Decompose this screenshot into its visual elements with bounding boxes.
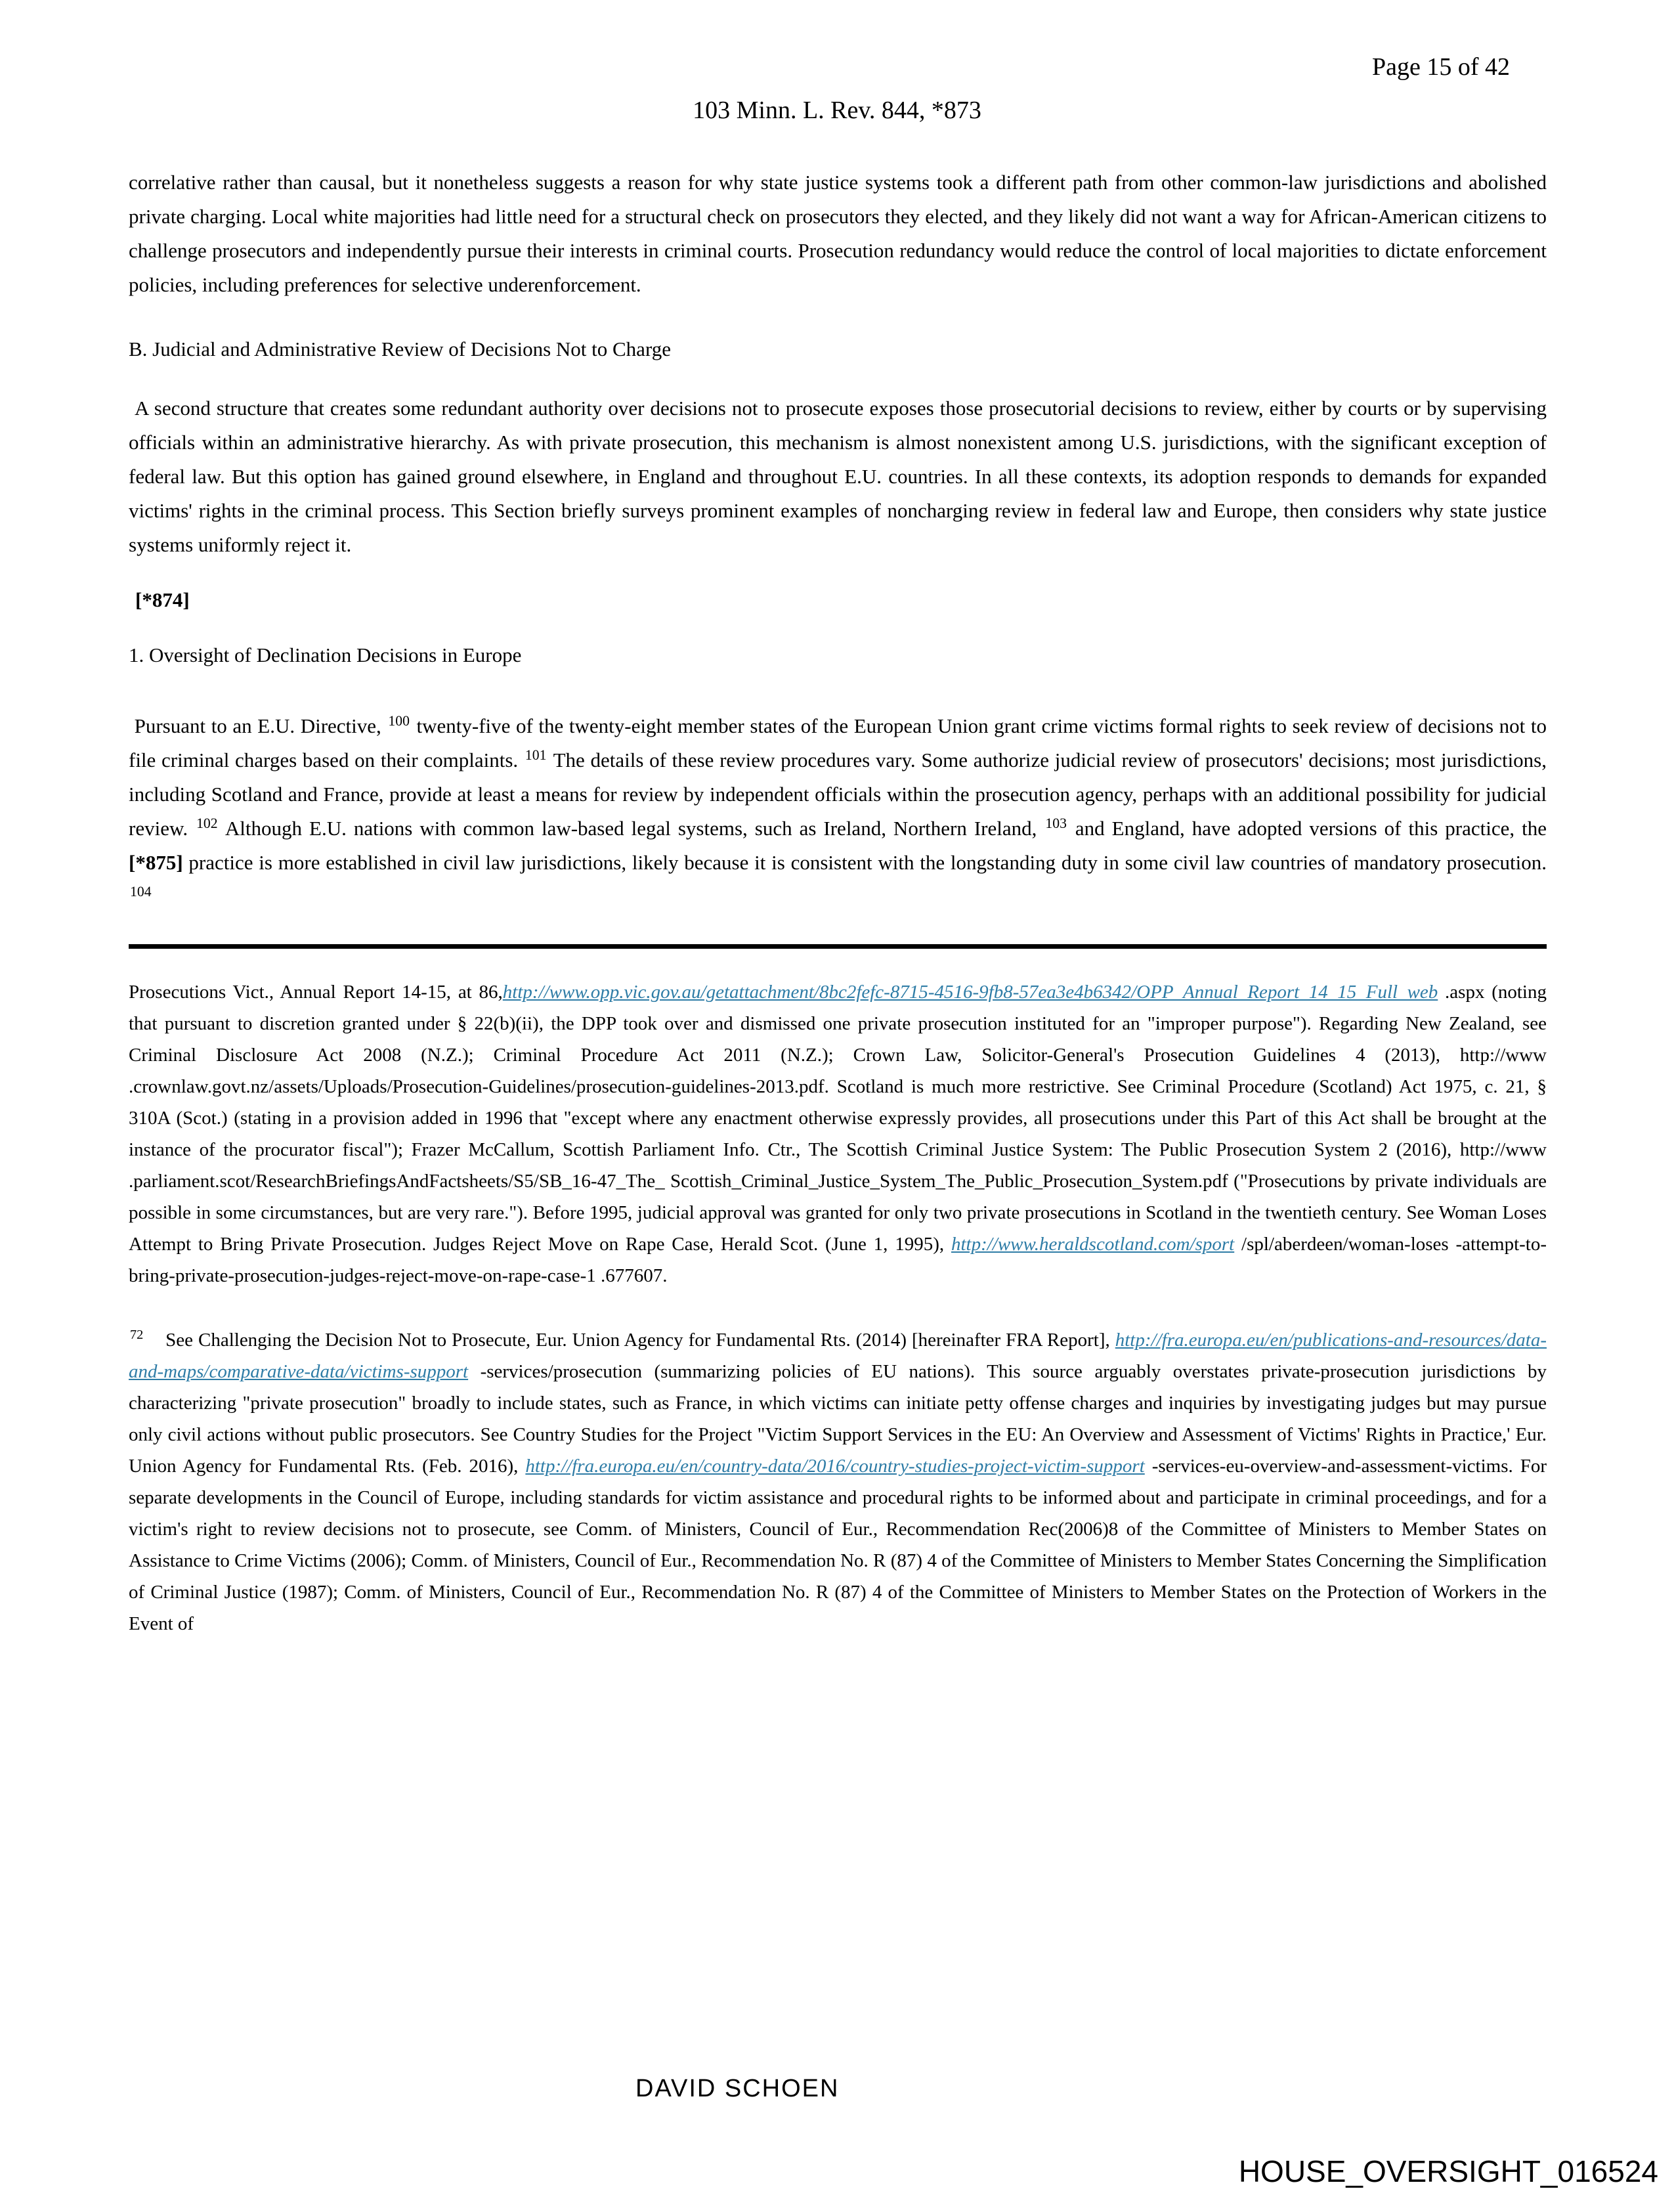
text-run: The details of these review procedures vary. Some authorize judicial review of prosecutors' decisions; most jurisdictions, including Scotland and France, provide at least a means for review by independent officials within the prosecution agency, perhaps with an additional possibility for judicial review. xyxy=(129,748,1547,840)
footnote-reference: 100 xyxy=(388,712,410,729)
text-run: A second structure that creates some redundant authority over decisions not to prosecute exposes those prosecutorial decisions to review, either by courts or by supervising officials within an administrative hierarchy. As with private prosecution, this mechanism is almost nonexistent among U.S. jurisdictions, with the significant exception of federal law. But this option has gained ground elsewhere, in England and throughout E.U. countries. In all these contexts, its adoption responds to demands for expanded victims' rights in the criminal process. This Section briefly surveys prominent examples of noncharging review in federal law and Europe, then considers why state justice systems uniformly reject it. xyxy=(129,397,1547,556)
text-run: correlative rather than causal, but it nonetheless suggests a reason for why state justice systems took a different path from other common-law jurisdictions and abolished private charging. Local white majorities had little need for a structural check on prosecutors they elected, and they likely did not want a way for African-American citizens to challenge prosecutors and independently pursue their interests in criminal courts. Prosecution redundancy would reduce the control of local majorities to dictate enforcement policies, including preferences for selective underenforcement. xyxy=(129,171,1547,296)
page-marker-inline: [*875] xyxy=(129,851,183,874)
hyperlink[interactable]: http://www.heraldscotland.com/sport xyxy=(951,1234,1235,1255)
footnote-reference: 104 xyxy=(130,883,152,900)
text-run: /spl/aberdeen/woman-loses -attempt-to-bring-private-prosecution-judges-reject-move-on-rape-case-1 .677607. xyxy=(129,1234,1547,1286)
text-run: -services-eu-overview-and-assessment-victims. For separate developments in the Council of Europe, including standards for victim assistance and procedural rights to be informed about and participate in criminal proceedings, and for a victim's right to review decisions not to prosecute, see Comm. of Ministers, Council of Eur., Recommendation Rec(2006)8 of the Committee of Ministers to Member States on Assistance to Crime Victims (2006); Comm. of Ministers, Council of Eur., Recommendation No. R (87) 4 of the Committee of Ministers to Member States Concerning the Simplification of Criminal Justice (1987); Comm. of Ministers, Council of Eur., Recommendation No. R (87) 4 of the Committee of Ministers to Member States on the Protection of Workers in the Event of xyxy=(129,1456,1547,1634)
text-run: Prosecutions Vict., Annual Report 14-15, at 86, xyxy=(129,982,503,1003)
hyperlink[interactable]: http://fra.europa.eu/en/country-data/2016/country-studies-project-victim-support xyxy=(525,1456,1145,1477)
citation: 103 Minn. L. Rev. 844, *873 xyxy=(693,97,981,124)
footnote-reference: 103 xyxy=(1045,815,1067,831)
footnote-divider xyxy=(129,944,1547,949)
text-run: -services/prosecution (summarizing policies of EU nations). This source arguably overstates private-prosecution jurisdictions by characterizing "private prosecution" broadly to include states, such as France, in which victims can initiate petty offense charges and inquiries by investigating judges but may pursue only civil actions without public prosecutors. See Country Studies for the Project "Victim Support Services in the EU: An Overview and Assessment of Victims' Rights in Practice,' Eur. Union Agency for Fundamental Rts. (Feb. 2016), xyxy=(129,1361,1547,1477)
text-run: Although E.U. nations with common law-based legal systems, such as Ireland, Northern Ireland, xyxy=(219,817,1044,840)
footnote-72 xyxy=(129,1324,1547,1639)
footnote-continuation xyxy=(129,976,1547,1291)
paragraph-pursuant xyxy=(129,709,1547,914)
hyperlink[interactable]: http://fra.europa.eu/en/publications-and-resources/data-and-maps/comparative-data/victims-support xyxy=(129,1330,1547,1382)
footnote-reference: 101 xyxy=(525,747,547,763)
signature-name: DAVID SCHOEN xyxy=(635,2075,840,2102)
section-heading-b: B. Judicial and Administrative Review of Decisions Not to Charge xyxy=(129,337,671,360)
bates-number: HOUSE_OVERSIGHT_016524 xyxy=(1238,2154,1658,2188)
text-run: and England, have adopted versions of this practice, the xyxy=(1067,817,1547,840)
paragraph-second-structure xyxy=(129,391,1547,562)
footnote-reference: 72 xyxy=(130,1328,144,1343)
page-number: Page 15 of 42 xyxy=(1371,53,1510,81)
text-run: Pursuant to an E.U. Directive, xyxy=(129,714,387,737)
footnote-reference: 102 xyxy=(196,815,218,831)
text-run: .aspx (noting that pursuant to discretion granted under § 22(b)(ii), the DPP took over and dismissed one private prosecution instituted for an "improper purpose"). Regarding New Zealand, see Criminal Disclosure Act 2008 (N.Z.); Criminal Procedure Act 2011 (N.Z.); Crown Law, Solicitor-General's Prosecution Guidelines 4 (2013), http://www .crownlaw.govt.nz/assets/Uploads/Prosecution-Guidelines/prosecution-guidelines-2013.pdf. Scotland is much more restrictive. See Criminal Procedure (Scotland) Act 1975, c. 21, § 310A (Scot.) (stating in a provision added in 1996 that "except where any enactment otherwise expressly provides, all prosecutions under this Part of this Act shall be brought at the instance of the procurator fiscal"); Frazer McCallum, Scottish Parliament Info. Ctr., The Scottish Criminal Justice System: The Public Prosecution System 2 (2016), http://www .parliament.scot/ResearchBriefingsAndFactsheets/S5/SB_16-47_The_ Scottish_Criminal_Justice_System_The_Public_Prosecution_System.pdf ("Prosecutions by private individuals are possible in some circumstances, but are very rare."). Before 1995, judicial approval was granted for only two private prosecutions in Scotland in the twentieth century. See Woman Loses Attempt to Bring Private Prosecution. Judges Reject Move on Rape Case, Herald Scot. (June 1, 1995), xyxy=(129,982,1547,1255)
text-run: practice is more established in civil law jurisdictions, likely because it is consistent with the longstanding duty in some civil law countries of mandatory prosecution. xyxy=(182,851,1547,874)
page-marker-874: [*874] xyxy=(135,588,190,611)
text-run: See Challenging the Decision Not to Prosecute, Eur. Union Agency for Fundamental Rts. (2014) [hereinafter FRA Report], xyxy=(144,1330,1115,1351)
paragraph-correlative xyxy=(129,165,1547,302)
hyperlink[interactable]: http://www.opp.vic.gov.au/getattachment/8bc2fefc-8715-4516-9fb8-57ea3e4b6342/OPP_Annual_Report_14_15_Full_web xyxy=(502,982,1438,1003)
text-run: twenty-five of the twenty-eight member states of the European Union grant crime victims formal rights to seek review of decisions not to file criminal charges based on their complaints. xyxy=(129,714,1547,771)
subsection-heading-1: 1. Oversight of Declination Decisions in Europe xyxy=(129,643,522,666)
